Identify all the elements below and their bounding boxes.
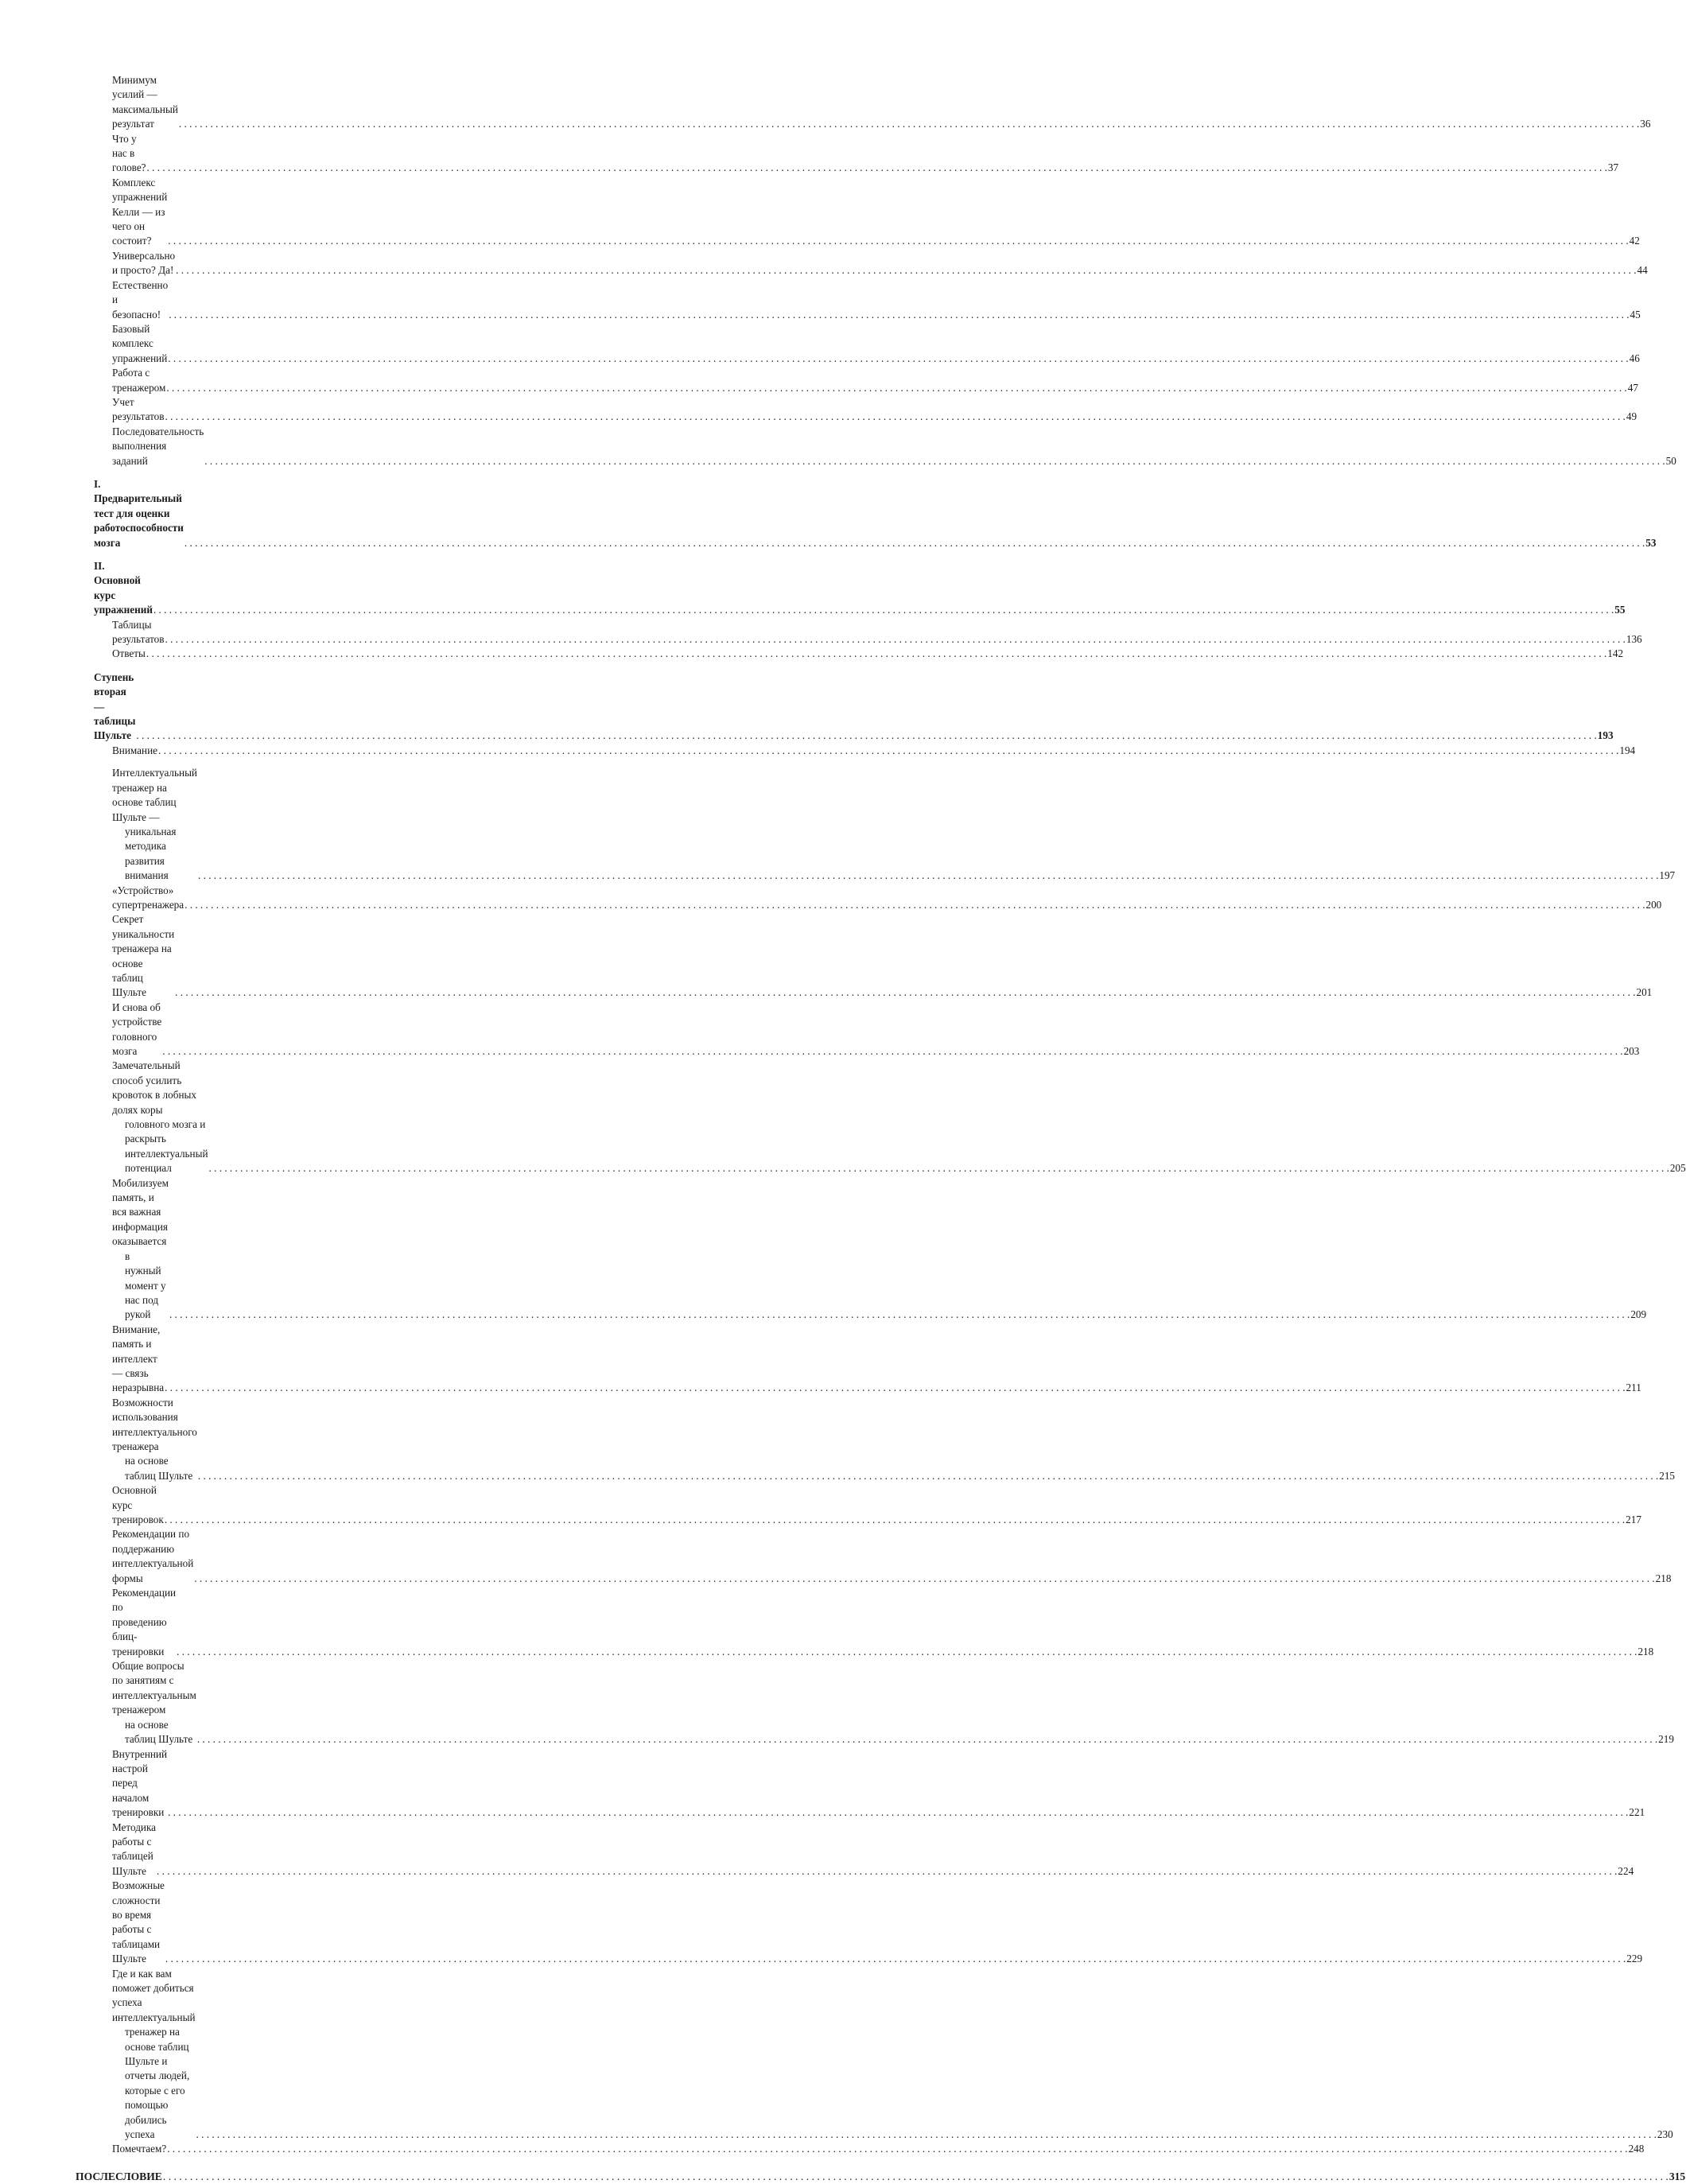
- toc-entry-line: тренажер на основе таблиц Шульте и отчеты людей,: [125, 2026, 190, 2082]
- toc-entry: [112, 1396, 1676, 1483]
- toc-entry-title: Основной курс тренировок: [112, 1484, 164, 1525]
- dot-leader: [197, 1732, 1657, 1747]
- toc-entry-title: Минимум усилий — максимальный результат: [112, 74, 178, 130]
- toc-entry: [112, 1323, 1641, 1396]
- dot-leader: [168, 1805, 1628, 1820]
- toc-entry-title: [112, 1396, 197, 1483]
- toc-entry-title: [112, 1659, 196, 1747]
- toc-entry-title: «Устройство» супертренажера: [112, 884, 185, 911]
- toc-section: [94, 670, 1614, 744]
- toc-entry: [112, 2142, 1645, 2156]
- toc-entry-page: 215: [1659, 1469, 1676, 1482]
- toc-entry-line: Возможности использования интеллектуального тренажера: [112, 1396, 197, 1452]
- toc-entry: [112, 1821, 1634, 1879]
- toc-entry-title: Рекомендации по поддержанию интеллектуальной формы: [112, 1528, 194, 1584]
- dot-leader: [198, 1469, 1658, 1483]
- dot-leader: [147, 161, 1607, 175]
- toc-entry-title: Ответы: [112, 647, 146, 660]
- toc-entry-title: Внимание: [112, 744, 157, 756]
- dot-leader: [204, 454, 1665, 468]
- toc-entry-page: 45: [1630, 308, 1641, 321]
- toc-entry: [112, 1659, 1674, 1747]
- toc-section-page: 315: [1669, 2170, 1686, 2182]
- toc-entry-page: 205: [1669, 1162, 1686, 1175]
- toc-entry: [112, 1967, 1673, 2143]
- table-of-contents: [0, 73, 1686, 2184]
- toc-entry-page: 229: [1626, 1953, 1643, 1965]
- dot-leader: [175, 985, 1635, 1000]
- toc-entry-title: Внутренний настрой перед началом тренировки: [112, 1747, 168, 1819]
- toc-entry-title: Секрет уникальности тренажера на основе таблиц Шульте: [112, 913, 175, 999]
- dot-leader: [177, 1645, 1637, 1659]
- toc-entry: [112, 1527, 1672, 1586]
- toc-entry-page: 211: [1626, 1382, 1641, 1394]
- dot-leader: [185, 898, 1645, 912]
- dot-leader: [157, 1864, 1617, 1879]
- dot-leader: [165, 632, 1625, 647]
- toc-section-title: Ступень вторая — таблицы Шульте: [94, 670, 136, 742]
- toc-entry-line: на основе таблиц Шульте: [125, 1455, 193, 1482]
- toc-entry-page: 217: [1626, 1514, 1641, 1525]
- toc-entry: [112, 395, 1637, 425]
- toc-entry: [112, 1001, 1640, 1059]
- toc-entry: [112, 1879, 1643, 1966]
- toc-entry-page: 47: [1627, 381, 1638, 394]
- toc-entry-line: Где и как вам поможет добиться успеха интеллектуальный: [112, 1967, 196, 2023]
- dot-leader: [163, 2170, 1669, 2184]
- dot-leader: [196, 2128, 1657, 2142]
- toc-entry-page: 49: [1626, 410, 1637, 423]
- toc-entry-title: Помечтаем?: [112, 2143, 167, 2155]
- toc-entry-title: [112, 1967, 196, 2143]
- toc-entry-page: 44: [1637, 264, 1648, 277]
- toc-entry-page: 42: [1629, 235, 1640, 247]
- dot-leader: [165, 1381, 1625, 1395]
- toc-entry-title: Естественно и безопасно!: [112, 278, 169, 321]
- toc-entry-title: Учет результатов: [112, 395, 165, 423]
- toc-entry-page: 194: [1619, 744, 1636, 756]
- toc-entry-line: в нужный момент у нас под рукой: [125, 1249, 166, 1321]
- toc-entry-title: Что у нас в голове?: [112, 132, 146, 174]
- toc-section: [76, 2170, 1686, 2184]
- dot-leader: [165, 410, 1625, 424]
- toc-entry-line: Интеллектуальный тренажер на основе таблиц Шульте —: [112, 767, 197, 823]
- toc-entry-page: 218: [1637, 1645, 1654, 1657]
- toc-entry: [112, 132, 1619, 176]
- toc-entry-page: 200: [1645, 898, 1662, 911]
- toc-entry: [112, 647, 1624, 661]
- toc-entry-title: Комплекс упражнений Келли — из чего он состоит?: [112, 176, 168, 247]
- toc-entry-page: 203: [1623, 1045, 1640, 1057]
- toc-entry: [112, 278, 1641, 322]
- toc-entry-line: уникальная методика развития внимания: [125, 825, 177, 882]
- toc-entry-line: на основе таблиц Шульте: [125, 1718, 193, 1746]
- toc-section: [94, 559, 1626, 618]
- dot-leader: [165, 1513, 1625, 1527]
- dot-leader: [158, 744, 1618, 758]
- toc-entry: [112, 1059, 1686, 1176]
- dot-leader: [166, 381, 1626, 395]
- toc-entry-page: 201: [1636, 986, 1653, 999]
- toc-entry: [112, 884, 1662, 913]
- toc-entry-line: Мобилизуем память, и вся важная информация оказывается: [112, 1176, 169, 1248]
- toc-entry-title: Методика работы с таблицей Шульте: [112, 1821, 157, 1877]
- toc-entry-line: Общие вопросы по занятиям с интеллектуальным тренажером: [112, 1660, 196, 1716]
- dot-leader: [153, 603, 1614, 617]
- toc-section-page: 193: [1597, 729, 1614, 742]
- dot-leader: [209, 1161, 1669, 1176]
- dot-leader: [136, 729, 1596, 743]
- toc-entry-title: [112, 766, 197, 883]
- toc-entry-page: 37: [1607, 161, 1619, 174]
- dot-leader: [194, 1572, 1654, 1586]
- toc-section-title: ПОСЛЕСЛОВИЕ: [76, 2170, 162, 2182]
- dot-leader: [179, 117, 1639, 131]
- dot-leader: [176, 263, 1636, 278]
- toc-entry: [112, 744, 1636, 758]
- toc-section-page: 53: [1645, 536, 1657, 549]
- toc-entry: [112, 176, 1640, 249]
- toc-entry: [112, 618, 1642, 647]
- toc-entry-line: головного мозга и раскрыть интеллектуальный потенциал: [125, 1118, 208, 1175]
- toc-entry-title: Таблицы результатов: [112, 618, 165, 646]
- toc-entry-title: [112, 1059, 208, 1176]
- toc-section-title: I. Предварительный тест для оценки работоспособности мозга: [94, 477, 184, 549]
- toc-entry: [112, 1483, 1641, 1527]
- toc-entry-title: Внимание, память и интеллект — связь неразрывна: [112, 1323, 165, 1394]
- dot-leader: [185, 536, 1645, 550]
- toc-entry: [112, 73, 1651, 132]
- toc-entry-title: И снова об устройстве головного мозга: [112, 1001, 162, 1057]
- toc-entry-title: Возможные сложности во время работы с таблицами Шульте: [112, 1879, 165, 1965]
- dot-leader: [167, 2142, 1627, 2156]
- toc-entry-page: 50: [1665, 454, 1676, 467]
- toc-entry: [112, 366, 1638, 395]
- dot-leader: [169, 1308, 1630, 1322]
- toc-entry: [112, 425, 1676, 468]
- toc-entry-title: [112, 1176, 169, 1323]
- toc-entry: [112, 249, 1648, 278]
- toc-entry-page: 46: [1629, 352, 1640, 364]
- toc-entry-page: 230: [1657, 2128, 1673, 2141]
- toc-section: [94, 477, 1657, 550]
- toc-section-title: II. Основной курс упражнений: [94, 560, 153, 616]
- toc-entry-page: 218: [1655, 1572, 1672, 1584]
- toc-entry-page: 209: [1630, 1308, 1647, 1321]
- toc-entry-page: 248: [1628, 2143, 1645, 2155]
- dot-leader: [168, 234, 1628, 248]
- dot-leader: [146, 647, 1606, 661]
- toc-entry-page: 197: [1659, 869, 1676, 882]
- toc-entry-line: которые с его помощью добились успеха: [125, 2084, 185, 2141]
- toc-entry: [112, 1747, 1645, 1821]
- toc-entry: [112, 1586, 1654, 1659]
- toc-entry-line: Замечательный способ усилить кровоток в лобных долях коры: [112, 1059, 196, 1116]
- toc-entry-title: Последовательность выполнения заданий: [112, 425, 204, 467]
- dot-leader: [168, 352, 1628, 366]
- toc-entry-page: 219: [1658, 1733, 1674, 1746]
- toc-section-page: 55: [1614, 604, 1626, 616]
- toc-entry-title: Работа с тренажером: [112, 367, 166, 394]
- dot-leader: [165, 1952, 1626, 1966]
- toc-entry-title: Универсально и просто? Да!: [112, 249, 176, 277]
- dot-leader: [198, 869, 1658, 883]
- toc-entry: [112, 766, 1676, 883]
- toc-entry-page: 36: [1640, 118, 1651, 130]
- toc-entry-page: 224: [1618, 1864, 1634, 1877]
- toc-entry-title: Рекомендации по проведению блиц-тренировки: [112, 1587, 177, 1657]
- toc-entry: [112, 322, 1640, 366]
- toc-entry-page: 142: [1607, 647, 1624, 660]
- dot-leader: [169, 308, 1629, 322]
- dot-leader: [162, 1044, 1622, 1059]
- toc-entry: [112, 912, 1653, 1000]
- toc-entry-page: 221: [1629, 1806, 1645, 1819]
- toc-entry-page: 136: [1626, 633, 1642, 646]
- toc-entry: [112, 1176, 1647, 1323]
- toc-entry-title: Базовый комплекс упражнений: [112, 322, 168, 364]
